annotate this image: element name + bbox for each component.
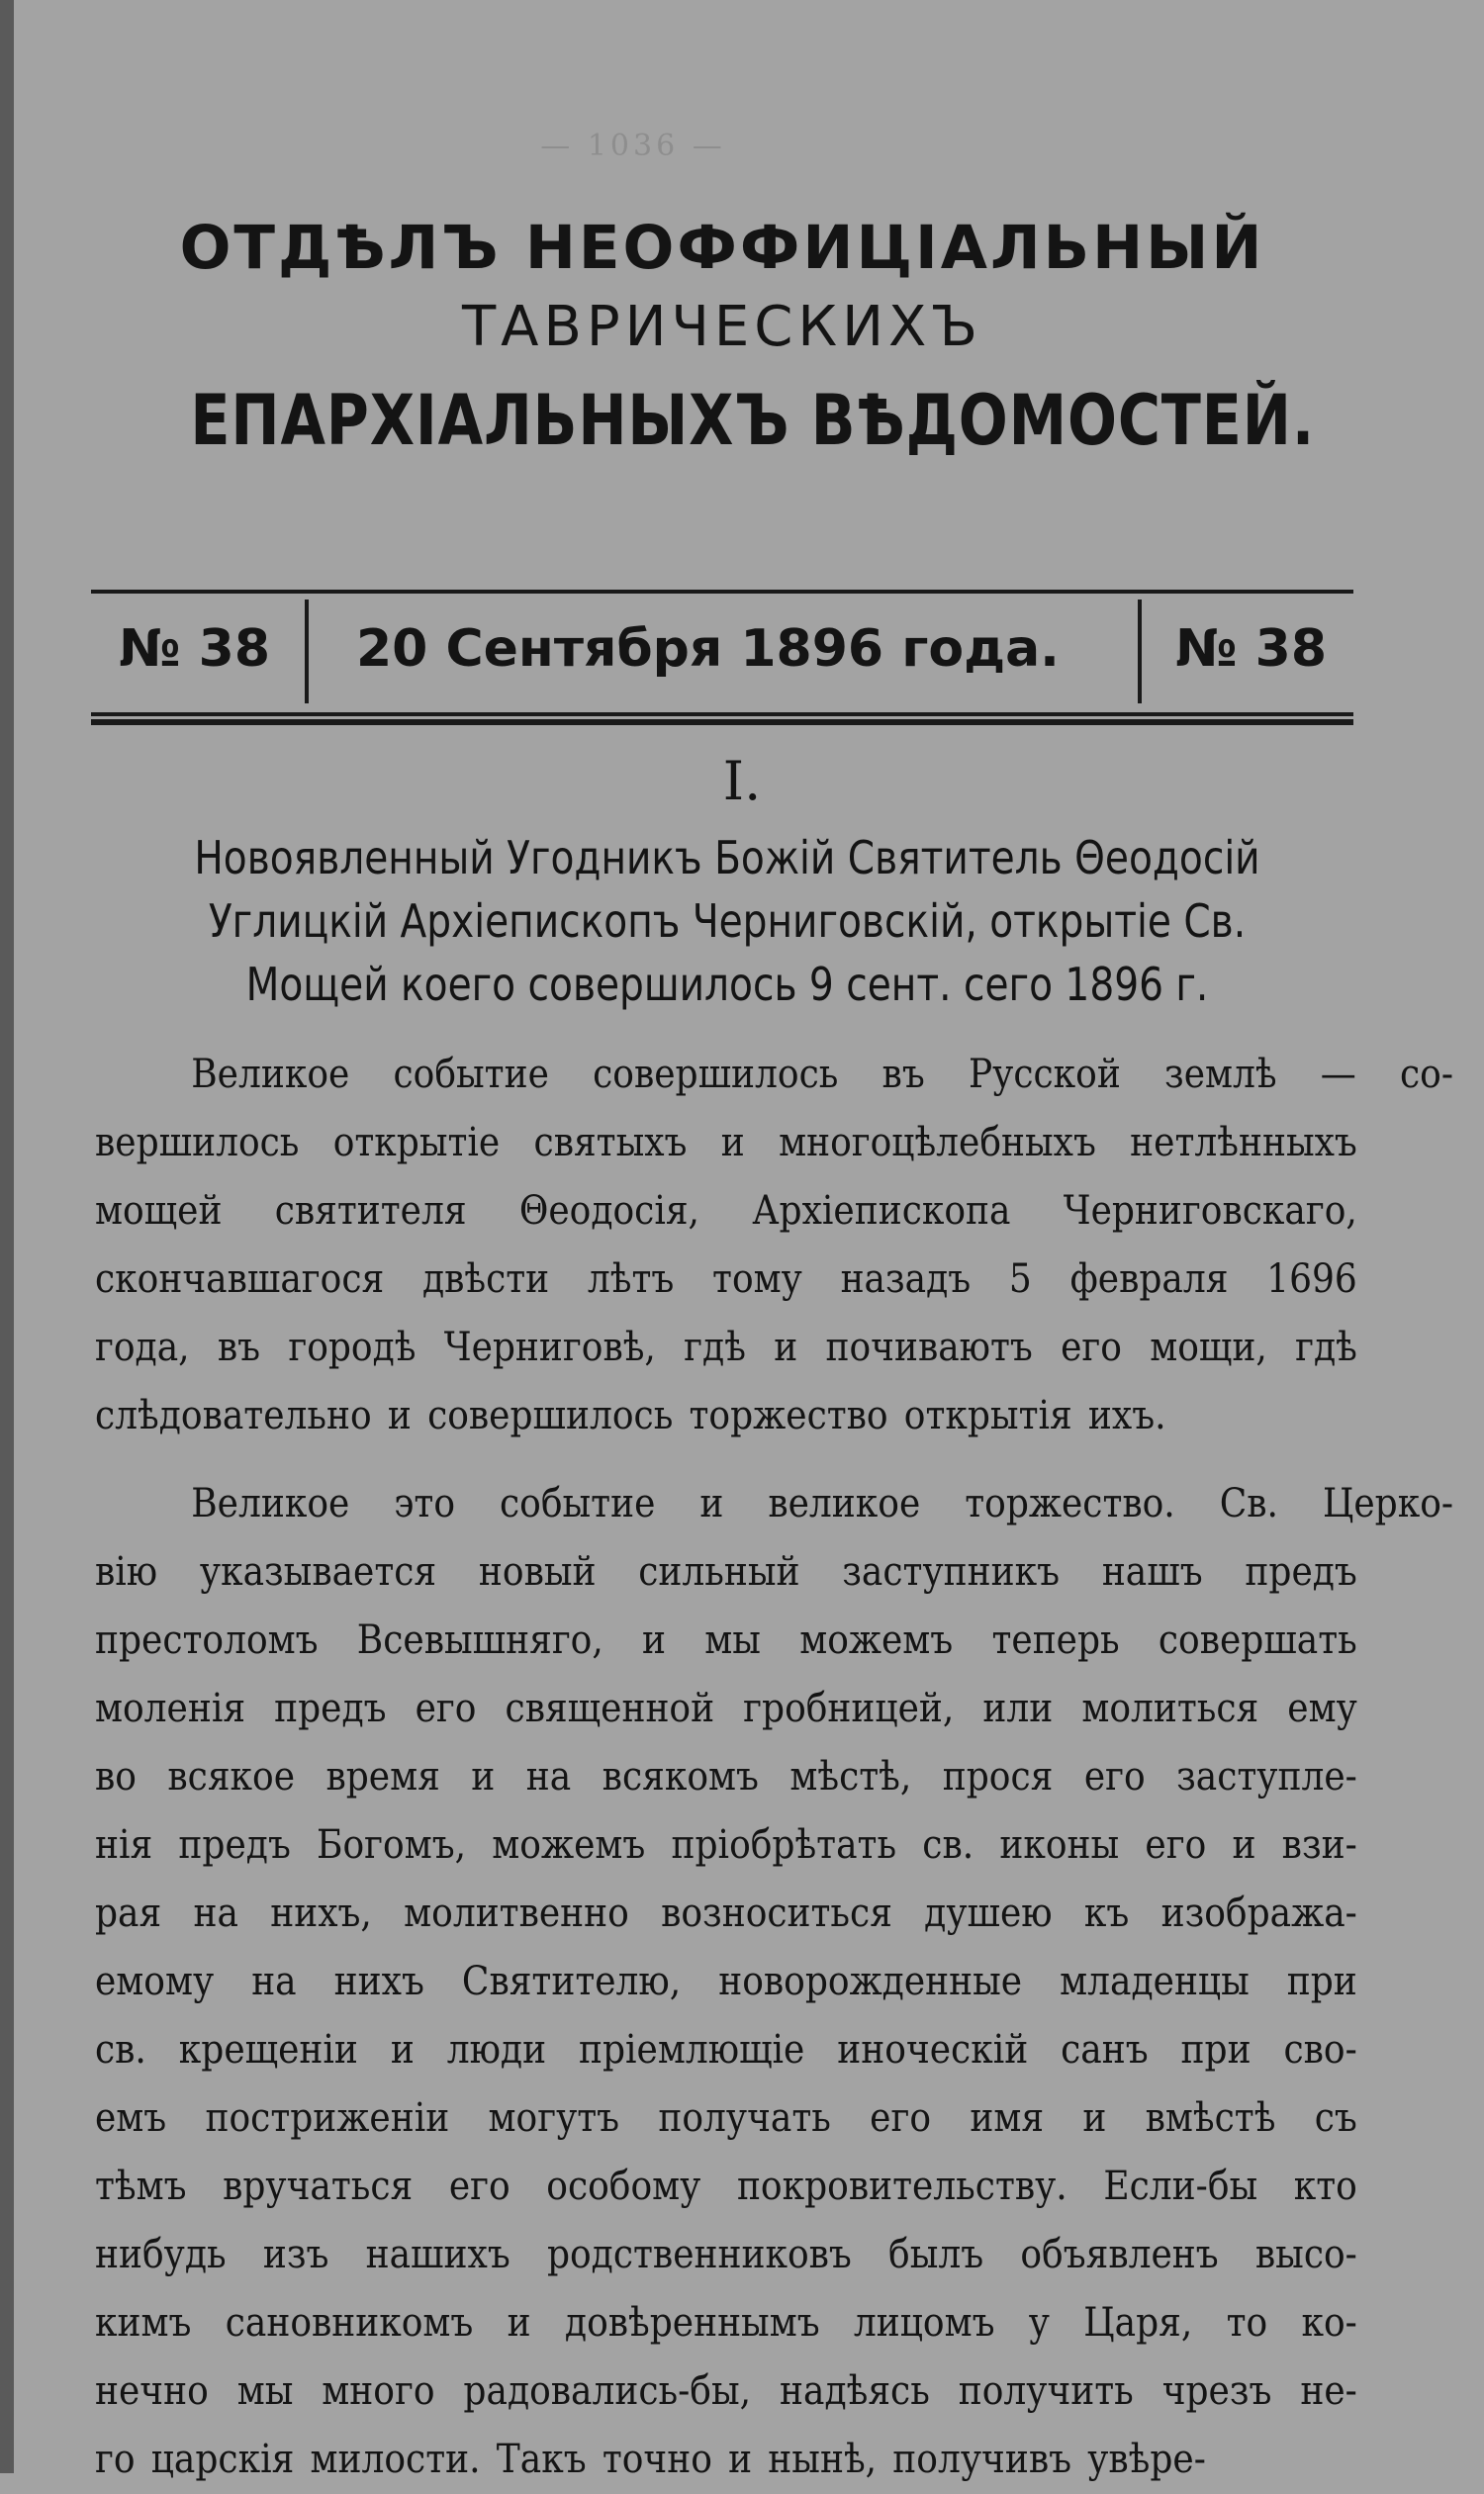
text-line: нія предъ Богомъ, можемъ пріобрѣтать св. иконы его и взи- [95,1822,1357,1868]
issue-bar-bottom-rule-thick [91,719,1353,725]
section-number: I. [722,750,762,812]
text-line: года, въ городѣ Черниговѣ, гдѣ и почиваютъ его мощи, гдѣ [95,1325,1357,1370]
issue-bar-divider-right [1138,600,1142,703]
article-title-line: Мощей коего совершилось 9 сент. сего 1896 г. [245,958,1209,1011]
masthead-line-2: ТАВРИЧЕСКИХЪ [461,295,983,359]
text-line: нибудь изъ нашихъ родственниковъ былъ объявленъ высо- [95,2232,1357,2277]
issue-number-right: № 38 [1175,619,1328,679]
article-title-line: Углицкій Архіепископъ Черниговскій, открытіе Св. [208,894,1247,948]
text-line: Великое событие совершилось въ Русской землѣ — со- [191,1052,1454,1097]
text-line: кимъ сановникомъ и довѣреннымъ лицомъ у Царя, то ко- [95,2300,1357,2346]
text-line: емому на нихъ Святителю, новорожденные младенцы при [95,1959,1357,2004]
paragraph [95,1470,1454,2494]
issue-bar-top-rule [91,590,1353,594]
article-title [89,826,1365,1016]
text-line: скончавшагося двѣсти лѣтъ тому назадъ 5 февраля 1696 [95,1256,1357,1302]
paragraph [95,1041,1454,1450]
issue-bar [91,590,1353,724]
issue-date: 20 Сентября 1896 года. [356,619,1060,679]
article-title-line: Новоявленный Угодникъ Божій Святитель Θеодосій [194,831,1260,884]
masthead [89,213,1355,468]
text-line: слѣдовательно и совершилось торжество открытія ихъ. [95,1393,1166,1438]
text-line: вію указывается новый сильный заступникъ нашъ предъ [95,1549,1357,1595]
article-body [95,1041,1454,2494]
page-number: — 1036 — [540,129,726,163]
text-line: моленія предъ его священной гробницей, или молиться ему [95,1686,1357,1731]
text-line: Великое это событие и великое торжество. Св. Церко- [191,1481,1454,1526]
text-line: тѣмъ вручаться его особому покровительству. Если-бы кто [95,2164,1357,2209]
text-line: рая на нихъ, молитвенно возноситься душею къ изобража- [95,1891,1357,1936]
text-line: вершилось открытіе святыхъ и многоцѣлебныхъ нетлѣнныхъ [95,1120,1357,1165]
issue-bar-bottom-rule [91,712,1353,716]
masthead-line-1: ОТДѢЛЪ НЕОФФИЦІАЛЬНЫЙ [179,213,1265,283]
text-line: мощей святителя Θеодосія, Архіепископа Черниговскаго, [95,1188,1357,1234]
page-edge [0,0,14,2473]
issue-bar-divider-left [305,600,309,703]
text-line: нечно мы много радовались-бы, надѣясь получить чрезъ не- [95,2368,1357,2414]
text-line: го царскія милости. Такъ точно и нынѣ, получивъ увѣре- [95,2437,1206,2482]
text-line: престоломъ Всевышняго, и мы можемъ теперь совершать [95,1617,1357,1663]
text-line: во всякое время и на всякомъ мѣстѣ, прося его заступле- [95,1754,1357,1800]
issue-number-left: № 38 [119,619,271,679]
masthead-line-3: ЕПАРХІАЛЬНЫХЪ ВѢДОМОСТЕЙ. [190,380,1315,461]
text-line: емъ постриженіи могутъ получать его имя и вмѣстѣ съ [95,2095,1357,2141]
text-line: св. крещеніи и люди пріемлющіе иноческій санъ при сво- [95,2027,1357,2073]
